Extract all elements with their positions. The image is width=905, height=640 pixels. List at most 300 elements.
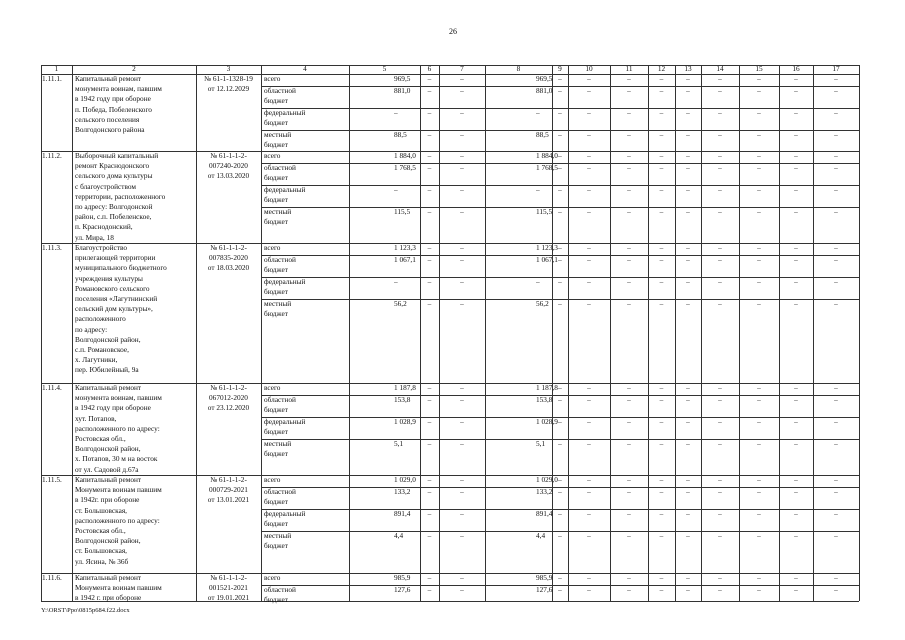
empty-value-dash: – — [427, 108, 432, 117]
funding-source-label: всего — [264, 151, 281, 160]
empty-value-dash: – — [460, 74, 464, 83]
table-column-rule — [72, 65, 73, 601]
empty-value-dash: – — [558, 207, 562, 216]
document-reference: № 61-1-1328-19 от 12.12.2029 — [204, 74, 253, 94]
empty-value-dash: – — [587, 585, 591, 594]
empty-value-dash: – — [627, 475, 631, 484]
value-col-8: – — [536, 108, 540, 117]
object-name: Капитальный ремонт монумента воинам, павшим в 1942 году при обороне хут. Потапов, расположенного по адресу: Ростовская обл., Волгодонской район, х. Потапов, 30 м на восток от ул. Садовой д.67а — [75, 383, 162, 474]
empty-value-dash: – — [627, 185, 631, 194]
value-col-5: 1 028,9 — [394, 417, 416, 426]
empty-value-dash: – — [834, 531, 838, 540]
empty-value-dash: – — [834, 383, 838, 392]
column-number-header: 3 — [226, 64, 231, 73]
empty-value-dash: – — [659, 475, 664, 484]
empty-value-dash: – — [558, 243, 562, 252]
empty-value-dash: – — [627, 417, 631, 426]
empty-value-dash: – — [587, 383, 591, 392]
empty-value-dash: – — [718, 531, 722, 540]
row-number: 1.11.1. — [42, 74, 62, 83]
value-col-8: 1 028,9 — [536, 417, 558, 426]
empty-value-dash: – — [757, 277, 761, 286]
empty-value-dash: – — [834, 585, 838, 594]
empty-value-dash: – — [427, 299, 432, 308]
empty-value-dash: – — [460, 573, 464, 582]
empty-value-dash: – — [834, 475, 838, 484]
empty-value-dash: – — [834, 299, 838, 308]
empty-value-dash: – — [757, 243, 761, 252]
empty-value-dash: – — [659, 585, 664, 594]
value-col-8: 4,4 — [536, 531, 546, 540]
empty-value-dash: – — [834, 395, 838, 404]
empty-value-dash: – — [794, 74, 798, 83]
column-number-header: 8 — [516, 64, 521, 73]
funding-source-label: местный бюджет — [264, 207, 292, 227]
value-col-8: 969,5 — [536, 74, 553, 83]
funding-source-label: федеральный бюджет — [264, 509, 306, 529]
empty-value-dash: – — [718, 151, 722, 160]
column-number-header: 15 — [755, 64, 763, 73]
empty-value-dash: – — [757, 417, 761, 426]
table-column-rule — [41, 65, 42, 601]
empty-value-dash: – — [460, 163, 464, 172]
empty-value-dash: – — [686, 475, 690, 484]
value-col-5: 1 768,5 — [394, 163, 416, 172]
empty-value-dash: – — [427, 573, 432, 582]
empty-value-dash: – — [627, 163, 631, 172]
funding-source-label: областной бюджет — [264, 163, 296, 183]
empty-value-dash: – — [757, 531, 761, 540]
empty-value-dash: – — [834, 74, 838, 83]
empty-value-dash: – — [627, 243, 631, 252]
empty-value-dash: – — [427, 509, 432, 518]
empty-value-dash: – — [659, 151, 664, 160]
empty-value-dash: – — [686, 439, 690, 448]
empty-value-dash: – — [627, 255, 631, 264]
empty-value-dash: – — [587, 299, 591, 308]
empty-value-dash: – — [587, 531, 591, 540]
empty-value-dash: – — [627, 487, 631, 496]
empty-value-dash: – — [794, 509, 798, 518]
empty-value-dash: – — [794, 151, 798, 160]
value-col-8: 153,8 — [536, 395, 553, 404]
column-number-header: 12 — [657, 64, 666, 73]
empty-value-dash: – — [627, 531, 631, 540]
empty-value-dash: – — [587, 243, 591, 252]
empty-value-dash: – — [427, 383, 432, 392]
table-column-rule — [739, 65, 740, 601]
empty-value-dash: – — [427, 163, 432, 172]
table-column-rule — [552, 65, 553, 601]
value-col-8: 985,9 — [536, 573, 553, 582]
empty-value-dash: – — [794, 475, 798, 484]
empty-value-dash: – — [686, 585, 690, 594]
empty-value-dash: – — [794, 299, 798, 308]
empty-value-dash: – — [757, 395, 761, 404]
value-col-5: 4,4 — [394, 531, 404, 540]
table-column-rule — [813, 65, 814, 601]
empty-value-dash: – — [686, 277, 690, 286]
empty-value-dash: – — [794, 439, 798, 448]
empty-value-dash: – — [427, 395, 432, 404]
document-reference: № 61-1-1-2- 007240-2020 от 13.03.2020 — [207, 151, 250, 181]
empty-value-dash: – — [794, 243, 798, 252]
empty-value-dash: – — [659, 439, 664, 448]
empty-value-dash: – — [834, 243, 838, 252]
empty-value-dash: – — [659, 277, 664, 286]
row-number: 1.11.2. — [42, 151, 62, 160]
empty-value-dash: – — [587, 395, 591, 404]
empty-value-dash: – — [686, 130, 690, 139]
funding-source-label: всего — [264, 74, 281, 83]
empty-value-dash: – — [587, 108, 591, 117]
empty-value-dash: – — [718, 207, 722, 216]
row-number: 1.11.3. — [42, 243, 62, 252]
empty-value-dash: – — [427, 277, 432, 286]
table-column-rule — [485, 65, 486, 601]
empty-value-dash: – — [558, 439, 562, 448]
empty-value-dash: – — [757, 185, 761, 194]
empty-value-dash: – — [659, 255, 664, 264]
empty-value-dash: – — [587, 573, 591, 582]
empty-value-dash: – — [587, 151, 591, 160]
empty-value-dash: – — [427, 185, 432, 194]
value-col-8: 1 884,0 — [536, 151, 558, 160]
table-column-rule — [648, 65, 649, 601]
empty-value-dash: – — [686, 108, 690, 117]
column-number-header: 13 — [684, 64, 692, 73]
empty-value-dash: – — [627, 277, 631, 286]
empty-value-dash: – — [558, 383, 562, 392]
column-number-header: 6 — [427, 64, 432, 73]
empty-value-dash: – — [558, 277, 562, 286]
empty-value-dash: – — [834, 277, 838, 286]
empty-value-dash: – — [718, 243, 722, 252]
empty-value-dash: – — [757, 573, 761, 582]
value-col-5: 1 067,1 — [394, 255, 416, 264]
value-col-5: 969,5 — [394, 74, 411, 83]
funding-source-label: местный бюджет — [264, 531, 292, 551]
empty-value-dash: – — [834, 255, 838, 264]
empty-value-dash: – — [558, 255, 562, 264]
object-name: Капитальный ремонт монумента воинам, павшим в 1942 году при обороне п. Победа, Побеленского сельского поселения Волгодонского района — [75, 74, 162, 135]
table-column-rule — [779, 65, 780, 601]
empty-value-dash: – — [558, 417, 562, 426]
empty-value-dash: – — [834, 487, 838, 496]
funding-source-label: федеральный бюджет — [264, 185, 306, 205]
column-number-header: 10 — [585, 64, 593, 73]
empty-value-dash: – — [587, 185, 591, 194]
value-col-8: 115,5 — [536, 207, 553, 216]
value-col-5: 5,1 — [394, 439, 404, 448]
empty-value-dash: – — [587, 439, 591, 448]
empty-value-dash: – — [427, 151, 432, 160]
value-col-5: – — [394, 185, 398, 194]
row-number: 1.11.4. — [42, 383, 62, 392]
funding-source-label: всего — [264, 383, 281, 392]
value-col-8: 1 768,5 — [536, 163, 558, 172]
table-column-rule — [439, 65, 440, 601]
empty-value-dash: – — [834, 108, 838, 117]
empty-value-dash: – — [659, 417, 664, 426]
empty-value-dash: – — [627, 573, 631, 582]
document-reference: № 61-1-1-2- 007835-2020 от 18.03.2020 — [207, 243, 250, 273]
empty-value-dash: – — [427, 487, 432, 496]
empty-value-dash: – — [460, 108, 464, 117]
empty-value-dash: – — [627, 130, 631, 139]
empty-value-dash: – — [460, 509, 464, 518]
value-col-8: 133,2 — [536, 487, 553, 496]
funding-source-label: местный бюджет — [264, 439, 292, 459]
empty-value-dash: – — [834, 439, 838, 448]
empty-value-dash: – — [427, 243, 432, 252]
empty-value-dash: – — [794, 531, 798, 540]
empty-value-dash: – — [558, 585, 562, 594]
empty-value-dash: – — [718, 475, 722, 484]
empty-value-dash: – — [627, 151, 631, 160]
empty-value-dash: – — [460, 383, 464, 392]
empty-value-dash: – — [686, 243, 690, 252]
empty-value-dash: – — [718, 417, 722, 426]
empty-value-dash: – — [686, 185, 690, 194]
funding-source-label: всего — [264, 573, 281, 582]
empty-value-dash: – — [718, 130, 722, 139]
empty-value-dash: – — [659, 395, 664, 404]
empty-value-dash: – — [587, 277, 591, 286]
row-number: 1.11.6. — [42, 573, 62, 582]
empty-value-dash: – — [558, 475, 562, 484]
empty-value-dash: – — [686, 163, 690, 172]
empty-value-dash: – — [659, 163, 664, 172]
funding-source-label: федеральный бюджет — [264, 277, 306, 297]
empty-value-dash: – — [794, 185, 798, 194]
empty-value-dash: – — [427, 417, 432, 426]
value-col-5: – — [394, 277, 398, 286]
funding-source-label: областной бюджет — [264, 86, 296, 106]
value-col-5: 985,9 — [394, 573, 411, 582]
row-number: 1.11.5. — [42, 475, 62, 484]
empty-value-dash: – — [659, 108, 664, 117]
empty-value-dash: – — [686, 74, 690, 83]
value-col-5: 1 123,3 — [394, 243, 416, 252]
value-col-8: 1 187,8 — [536, 383, 558, 392]
table-column-rule — [568, 65, 569, 601]
empty-value-dash: – — [718, 74, 722, 83]
empty-value-dash: – — [757, 151, 761, 160]
table-column-rule — [261, 65, 262, 601]
empty-value-dash: – — [427, 531, 432, 540]
value-col-8: 127,6 — [536, 585, 553, 594]
empty-value-dash: – — [659, 185, 664, 194]
empty-value-dash: – — [834, 207, 838, 216]
empty-value-dash: – — [460, 255, 464, 264]
value-col-8: – — [536, 185, 540, 194]
empty-value-dash: – — [427, 86, 432, 95]
value-col-8: 88,5 — [536, 130, 549, 139]
funding-source-label: федеральный бюджет — [264, 417, 306, 437]
empty-value-dash: – — [659, 509, 664, 518]
value-col-8: 891,4 — [536, 509, 553, 518]
empty-value-dash: – — [558, 74, 562, 83]
empty-value-dash: – — [686, 573, 690, 582]
empty-value-dash: – — [794, 277, 798, 286]
budget-table — [41, 64, 859, 605]
empty-value-dash: – — [718, 277, 722, 286]
empty-value-dash: – — [686, 207, 690, 216]
column-number-header: 7 — [460, 64, 464, 73]
empty-value-dash: – — [558, 130, 562, 139]
funding-source-label: областной бюджет — [264, 585, 296, 605]
value-col-5: 88,5 — [394, 130, 407, 139]
empty-value-dash: – — [757, 487, 761, 496]
empty-value-dash: – — [427, 74, 432, 83]
object-name: Капитальный ремонт Монумента воинам павшим в 1942г. при обороне ст. Большовская, расположенного по адресу: Ростовская обл., Волгодонской район, ст. Большовская, ул. Ясина, № 36б — [75, 475, 162, 566]
empty-value-dash: – — [794, 417, 798, 426]
empty-value-dash: – — [718, 509, 722, 518]
empty-value-dash: – — [460, 487, 464, 496]
page-number: 26 — [449, 27, 457, 36]
empty-value-dash: – — [659, 86, 664, 95]
empty-value-dash: – — [757, 383, 761, 392]
empty-value-dash: – — [834, 417, 838, 426]
value-col-5: 1 187,8 — [394, 383, 416, 392]
empty-value-dash: – — [627, 299, 631, 308]
empty-value-dash: – — [686, 531, 690, 540]
empty-value-dash: – — [659, 74, 664, 83]
empty-value-dash: – — [794, 86, 798, 95]
column-number-header: 9 — [558, 64, 562, 73]
empty-value-dash: – — [659, 243, 664, 252]
funding-source-label: местный бюджет — [264, 299, 292, 319]
empty-value-dash: – — [558, 573, 562, 582]
document-reference: № 61-1-1-2- 001521-2021 от 19.01.2021 — [207, 573, 250, 603]
empty-value-dash: – — [794, 487, 798, 496]
value-col-8: 56,2 — [536, 299, 549, 308]
empty-value-dash: – — [757, 108, 761, 117]
empty-value-dash: – — [757, 439, 761, 448]
empty-value-dash: – — [794, 130, 798, 139]
table-column-rule — [420, 65, 421, 601]
empty-value-dash: – — [460, 86, 464, 95]
table-column-rule — [675, 65, 676, 601]
empty-value-dash: – — [794, 585, 798, 594]
empty-value-dash: – — [460, 151, 464, 160]
empty-value-dash: – — [659, 130, 664, 139]
empty-value-dash: – — [757, 207, 761, 216]
empty-value-dash: – — [834, 573, 838, 582]
empty-value-dash: – — [686, 383, 690, 392]
empty-value-dash: – — [757, 163, 761, 172]
empty-value-dash: – — [587, 74, 591, 83]
object-name: Капитальный ремонт Монумента воинам павшим в 1942 г. при обороне — [75, 573, 162, 603]
empty-value-dash: – — [460, 395, 464, 404]
document-reference: № 61-1-1-2- 067012-2020 от 23.12.2020 — [207, 383, 250, 413]
value-col-5: 891,4 — [394, 509, 411, 518]
empty-value-dash: – — [558, 86, 562, 95]
column-number-header: 1 — [54, 64, 59, 73]
empty-value-dash: – — [627, 395, 631, 404]
empty-value-dash: – — [718, 86, 722, 95]
column-number-header: 5 — [382, 64, 387, 73]
empty-value-dash: – — [718, 395, 722, 404]
empty-value-dash: – — [558, 395, 562, 404]
empty-value-dash: – — [686, 509, 690, 518]
empty-value-dash: – — [460, 531, 464, 540]
empty-value-dash: – — [834, 509, 838, 518]
empty-value-dash: – — [794, 163, 798, 172]
empty-value-dash: – — [558, 299, 562, 308]
empty-value-dash: – — [627, 585, 631, 594]
empty-value-dash: – — [427, 130, 432, 139]
empty-value-dash: – — [558, 509, 562, 518]
empty-value-dash: – — [587, 417, 591, 426]
empty-value-dash: – — [659, 299, 664, 308]
empty-value-dash: – — [834, 151, 838, 160]
empty-value-dash: – — [627, 108, 631, 117]
empty-value-dash: – — [718, 383, 722, 392]
table-column-rule — [859, 65, 860, 601]
funding-source-label: областной бюджет — [264, 395, 296, 415]
empty-value-dash: – — [686, 255, 690, 264]
empty-value-dash: – — [686, 417, 690, 426]
empty-value-dash: – — [659, 573, 664, 582]
empty-value-dash: – — [460, 439, 464, 448]
value-col-5: 56,2 — [394, 299, 407, 308]
column-number-header: 11 — [625, 64, 633, 73]
value-col-8: 881,0 — [536, 86, 553, 95]
object-name: Благоустройство прилегающей территории муниципального бюджетного учреждения культуры Романовского сельского поселения «Лагутнинский сельский дом культуры», расположенного по адресу: Волгодонской район, с.п. Романовское, х. Лагутники, пер. Юбилейный, 9а — [75, 243, 167, 375]
empty-value-dash: – — [718, 585, 722, 594]
empty-value-dash: – — [558, 108, 562, 117]
value-col-8: – — [536, 277, 540, 286]
column-number-header: 16 — [792, 64, 800, 73]
empty-value-dash: – — [718, 163, 722, 172]
empty-value-dash: – — [460, 277, 464, 286]
empty-value-dash: – — [834, 130, 838, 139]
empty-value-dash: – — [718, 108, 722, 117]
funding-source-label: всего — [264, 475, 281, 484]
column-number-header: 14 — [716, 64, 724, 73]
empty-value-dash: – — [558, 531, 562, 540]
table-column-rule — [196, 65, 197, 601]
empty-value-dash: – — [718, 573, 722, 582]
empty-value-dash: – — [587, 475, 591, 484]
empty-value-dash: – — [794, 255, 798, 264]
empty-value-dash: – — [757, 86, 761, 95]
funding-source-label: всего — [264, 243, 281, 252]
value-col-5: – — [394, 108, 398, 117]
empty-value-dash: – — [757, 299, 761, 308]
empty-value-dash: – — [460, 585, 464, 594]
empty-value-dash: – — [718, 299, 722, 308]
empty-value-dash: – — [686, 86, 690, 95]
empty-value-dash: – — [587, 509, 591, 518]
empty-value-dash: – — [718, 185, 722, 194]
empty-value-dash: – — [627, 439, 631, 448]
value-col-5: 115,5 — [394, 207, 411, 216]
empty-value-dash: – — [627, 207, 631, 216]
empty-value-dash: – — [587, 163, 591, 172]
value-col-5: 133,2 — [394, 487, 411, 496]
value-col-8: 5,1 — [536, 439, 546, 448]
empty-value-dash: – — [718, 255, 722, 264]
empty-value-dash: – — [427, 585, 432, 594]
empty-value-dash: – — [427, 255, 432, 264]
empty-value-dash: – — [587, 130, 591, 139]
value-col-5: 153,8 — [394, 395, 411, 404]
empty-value-dash: – — [460, 207, 464, 216]
empty-value-dash: – — [757, 585, 761, 594]
